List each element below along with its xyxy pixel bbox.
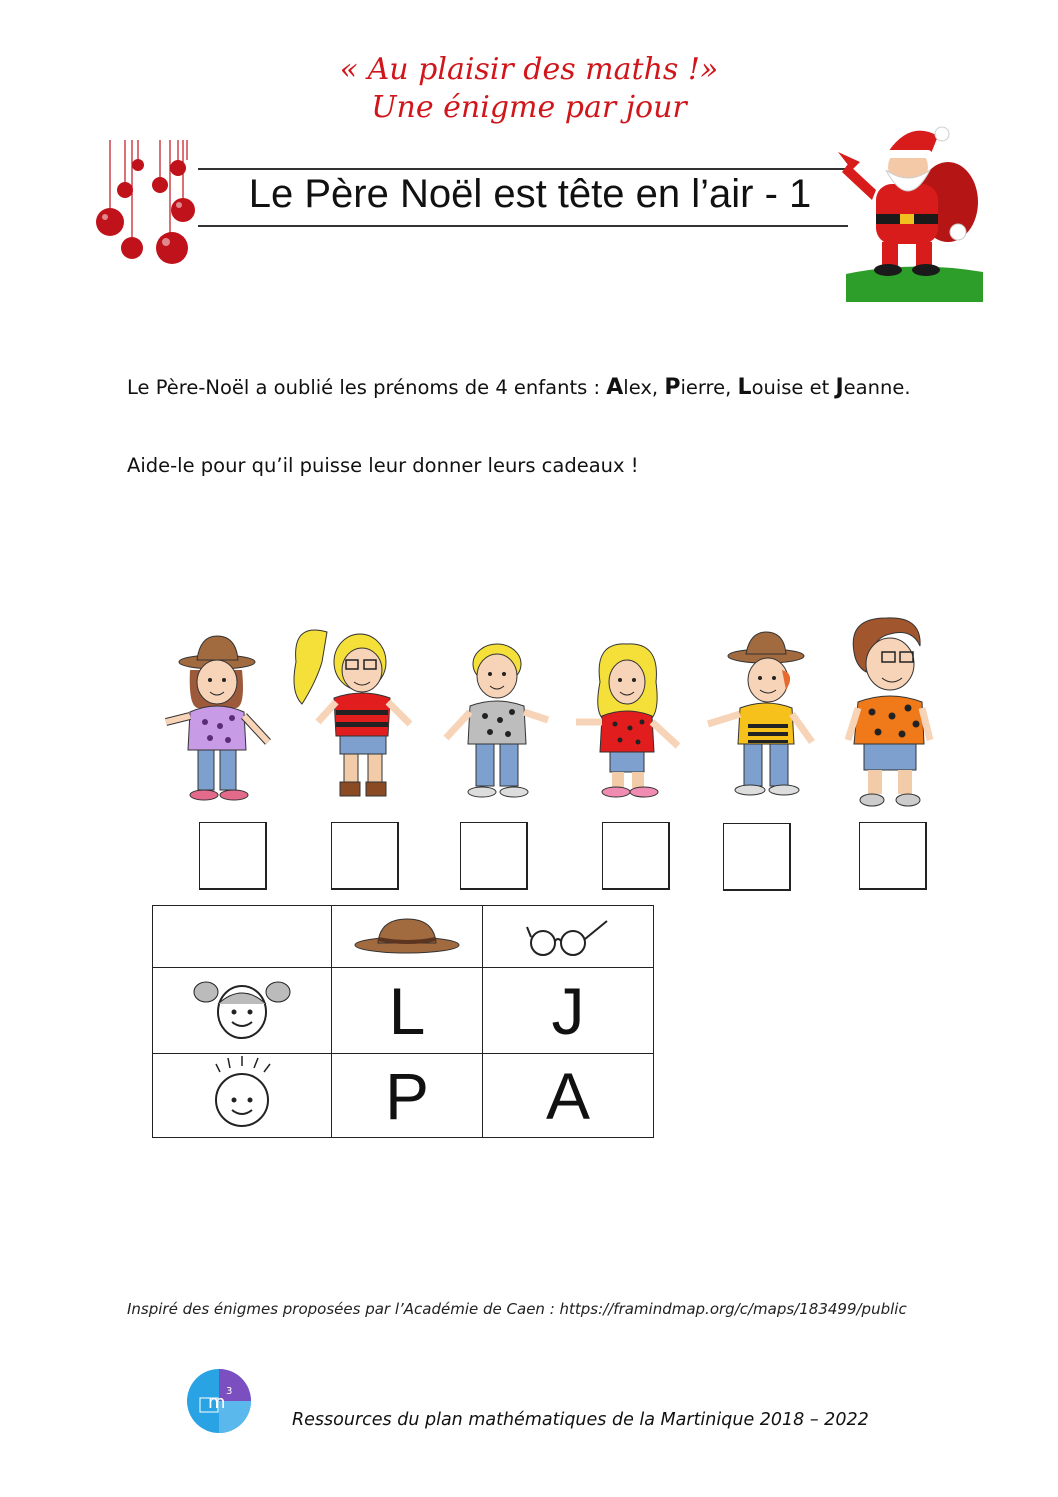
character-girl-curly: [570, 642, 685, 807]
grid-letter: L: [388, 973, 426, 1048]
name-initial-pierre: P: [664, 375, 681, 400]
svg-text:m: m: [208, 1392, 226, 1413]
answer-box-4[interactable]: [602, 822, 670, 890]
grid-cell-boy-hat: [332, 1054, 483, 1138]
name-initial-alex: A: [606, 375, 624, 400]
answer-box-3[interactable]: [460, 822, 528, 890]
source-credit: Inspiré des énigmes proposées par l’Académie de Caen : https://framindmap.org/c/maps/183499/public: [127, 1300, 907, 1318]
grid-row-boy-header: [153, 1054, 332, 1138]
title-rule-bottom: [198, 225, 848, 227]
answer-box-5[interactable]: [723, 823, 791, 891]
character-boy-curly-glasses: [842, 612, 942, 812]
name-rest-jeanne: eanne: [843, 376, 905, 399]
girl-face-icon: [192, 974, 292, 1044]
answer-box-1[interactable]: [199, 822, 267, 890]
character-girl-ponytail-glasses: [282, 612, 422, 807]
glasses-icon: [523, 913, 613, 957]
ornaments-illustration: [90, 140, 200, 270]
intro-paragraph: [127, 372, 927, 404]
separator: et: [803, 376, 836, 399]
character-girl-hat: [160, 630, 275, 810]
grid-header-glasses: [483, 906, 654, 968]
grid-header-hat: [332, 906, 483, 968]
santa-illustration: [838, 122, 988, 304]
character-boy-hat: [700, 630, 818, 800]
intro-text: Le Père-Noël a oublié les prénoms de 4 enfants :: [127, 376, 607, 399]
separator: ,: [651, 376, 665, 399]
hat-icon: [352, 915, 462, 955]
name-rest-pierre: ierre: [680, 376, 726, 399]
grid-corner-cell: [153, 906, 332, 968]
grid-letter: P: [384, 1058, 430, 1133]
svg-text:3: 3: [226, 1386, 233, 1397]
name-rest-louise: ouise: [751, 376, 804, 399]
title-rule-top: [198, 168, 848, 170]
header-line-2: Une énigme par jour: [371, 90, 687, 125]
answer-box-2[interactable]: [331, 822, 399, 890]
boy-face-icon: [202, 1056, 282, 1132]
separator: ,: [725, 376, 738, 399]
answer-box-6[interactable]: [859, 822, 927, 890]
grid-cell-girl-glasses: [483, 968, 654, 1054]
grid-row-girl-header: [153, 968, 332, 1054]
grid-cell-girl-hat: [332, 968, 483, 1054]
header-line-1: « Au plaisir des maths !»: [339, 52, 719, 87]
character-boy-grey-sweater: [440, 636, 555, 806]
grid-cell-boy-glasses: [483, 1054, 654, 1138]
grid-letter: J: [551, 973, 585, 1048]
resources-credit: Ressources du plan mathématiques de la Martinique 2018 – 2022: [292, 1410, 869, 1430]
name-rest-alex: lex: [623, 376, 652, 399]
clue-grid: [152, 905, 654, 1138]
help-text: Aide-le pour qu’il puisse leur donner leurs cadeaux !: [127, 454, 639, 477]
name-initial-louise: L: [737, 375, 752, 400]
page-title: Le Père Noël est tête en l’air - 1: [248, 172, 812, 216]
period: .: [904, 376, 911, 399]
name-initial-jeanne: J: [835, 375, 844, 400]
m3-logo: [186, 1368, 252, 1434]
grid-letter: A: [545, 1058, 591, 1133]
